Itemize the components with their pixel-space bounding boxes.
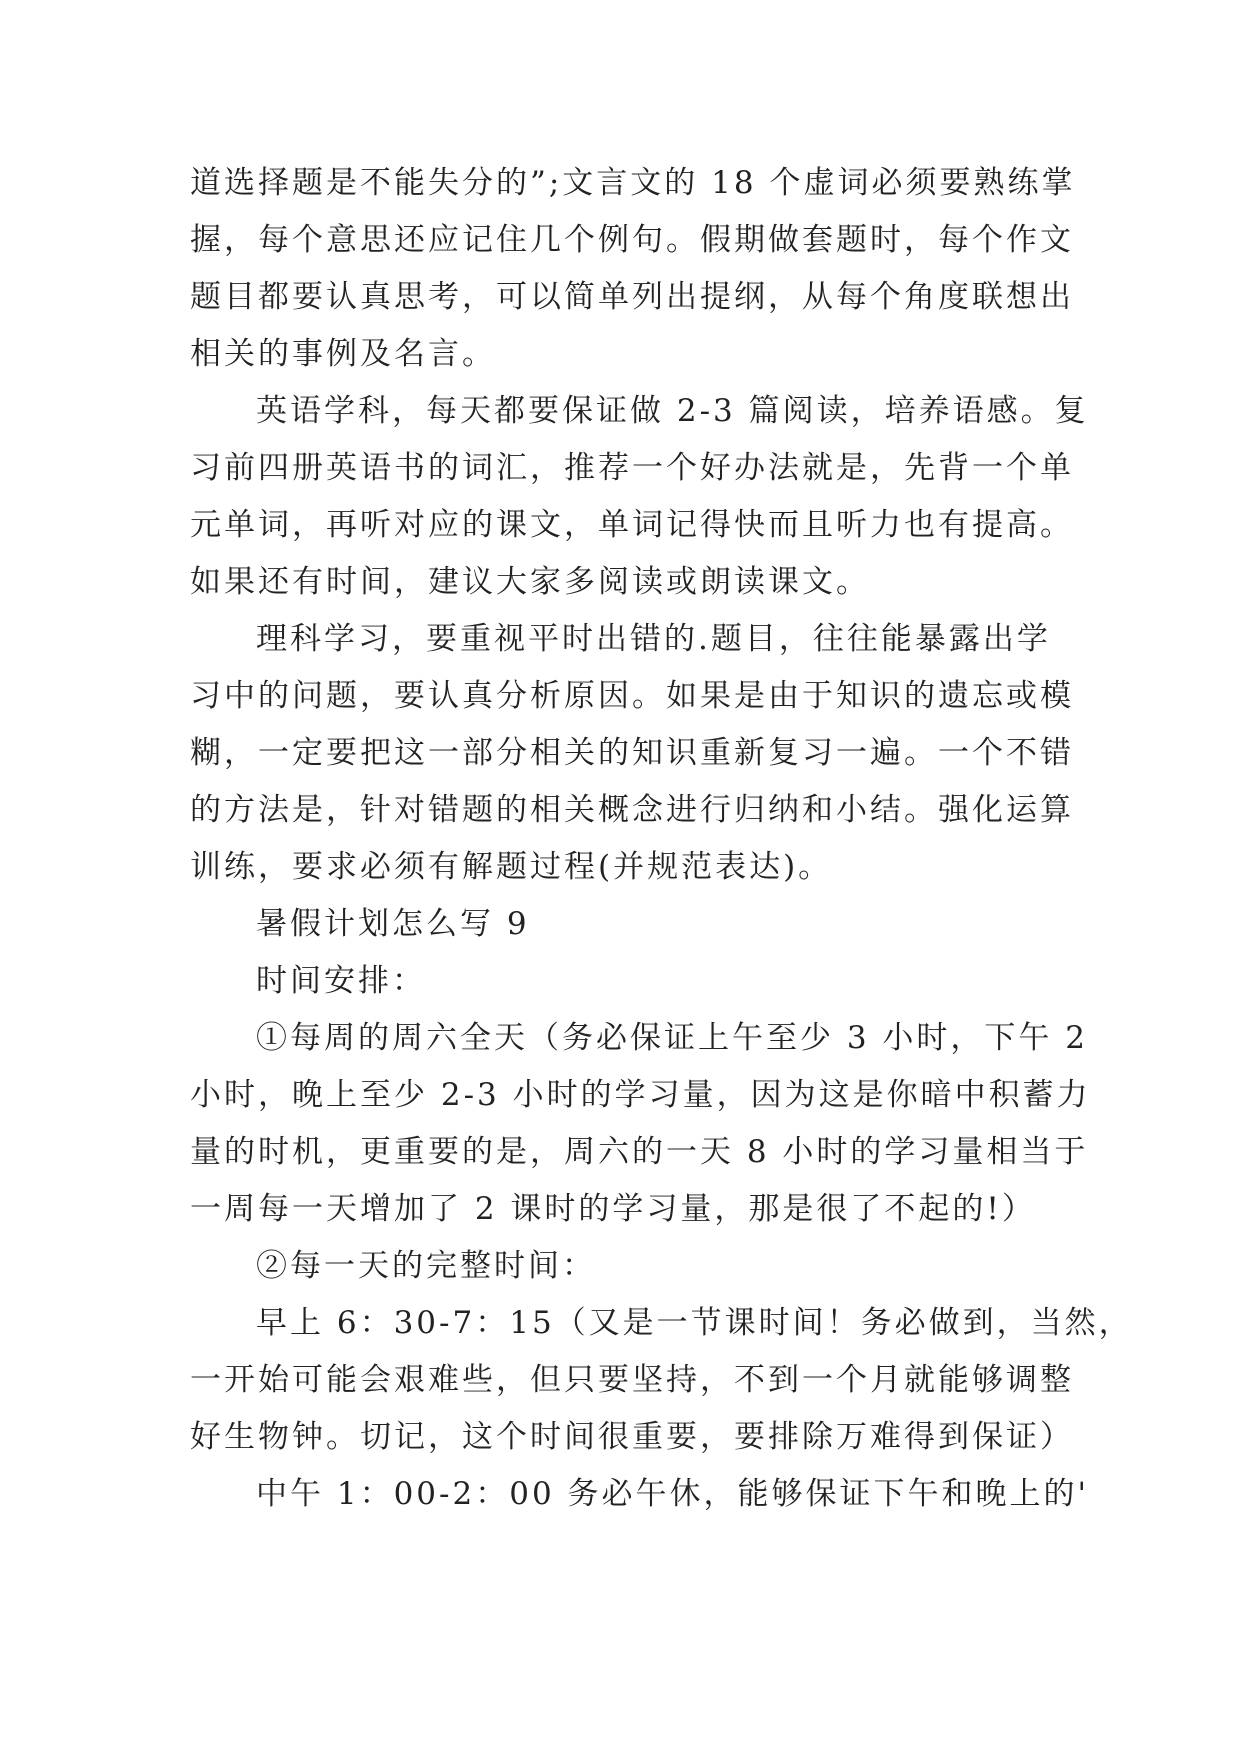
subheading-schedule: 时间安排： xyxy=(256,963,426,999)
paragraph-start-english: 英语学科，每天都要保证做 2-3 篇阅读，培养语感。复 xyxy=(256,393,1089,429)
paragraph-start-noon: 中午 1：00-2：00 务必午休，能够保证下午和晚上的' xyxy=(256,1476,1090,1512)
text-line: 道选择题是不能失分的”;文言文的 18 个虚词必须要熟练掌 xyxy=(190,165,1076,201)
text-line: 的方法是，针对错题的相关概念进行归纳和小结。强化运算 xyxy=(190,792,1074,828)
paragraph-start-morning: 早上 6：30-7：15（又是一节课时间！务必做到，当然， xyxy=(256,1305,1133,1341)
text-line: 元单词，再听对应的课文，单词记得快而且听力也有提高。 xyxy=(190,507,1074,543)
text-line: 题目都要认真思考，可以简单列出提纲，从每个角度联想出 xyxy=(190,279,1074,315)
list-item-daily: ②每一天的完整时间： xyxy=(256,1248,596,1284)
text-line: 一开始可能会艰难些，但只要坚持，不到一个月就能够调整 xyxy=(190,1362,1074,1398)
text-line: 小时，晚上至少 2-3 小时的学习量，因为这是你暗中积蓄力 xyxy=(190,1077,1091,1113)
section-heading: 暑假计划怎么写 9 xyxy=(256,906,530,942)
text-line: 量的时机，更重要的是，周六的一天 8 小时的学习量相当于 xyxy=(190,1134,1089,1170)
text-line: 好生物钟。切记，这个时间很重要，要排除万难得到保证） xyxy=(190,1419,1074,1455)
text-line: 习中的问题，要认真分析原因。如果是由于知识的遗忘或模 xyxy=(190,678,1074,714)
paragraph-start-science: 理科学习，要重视平时出错的.题目，往往能暴露出学 xyxy=(256,621,1051,657)
list-item-saturday: ①每周的周六全天（务必保证上午至少 3 小时，下午 2 xyxy=(256,1020,1089,1056)
text-line: 一周每一天增加了 2 课时的学习量，那是很了不起的!） xyxy=(190,1191,1036,1227)
text-line: 相关的事例及名言。 xyxy=(190,336,496,372)
text-line: 如果还有时间，建议大家多阅读或朗读课文。 xyxy=(190,564,870,600)
text-line: 糊，一定要把这一部分相关的知识重新复习一遍。一个不错 xyxy=(190,735,1074,771)
document-body xyxy=(190,155,1133,1523)
text-line: 训练，要求必须有解题过程(并规范表达)。 xyxy=(190,849,833,885)
text-line: 习前四册英语书的词汇，推荐一个好办法就是，先背一个单 xyxy=(190,450,1074,486)
text-line: 握，每个意思还应记住几个例句。假期做套题时，每个作文 xyxy=(190,222,1074,258)
